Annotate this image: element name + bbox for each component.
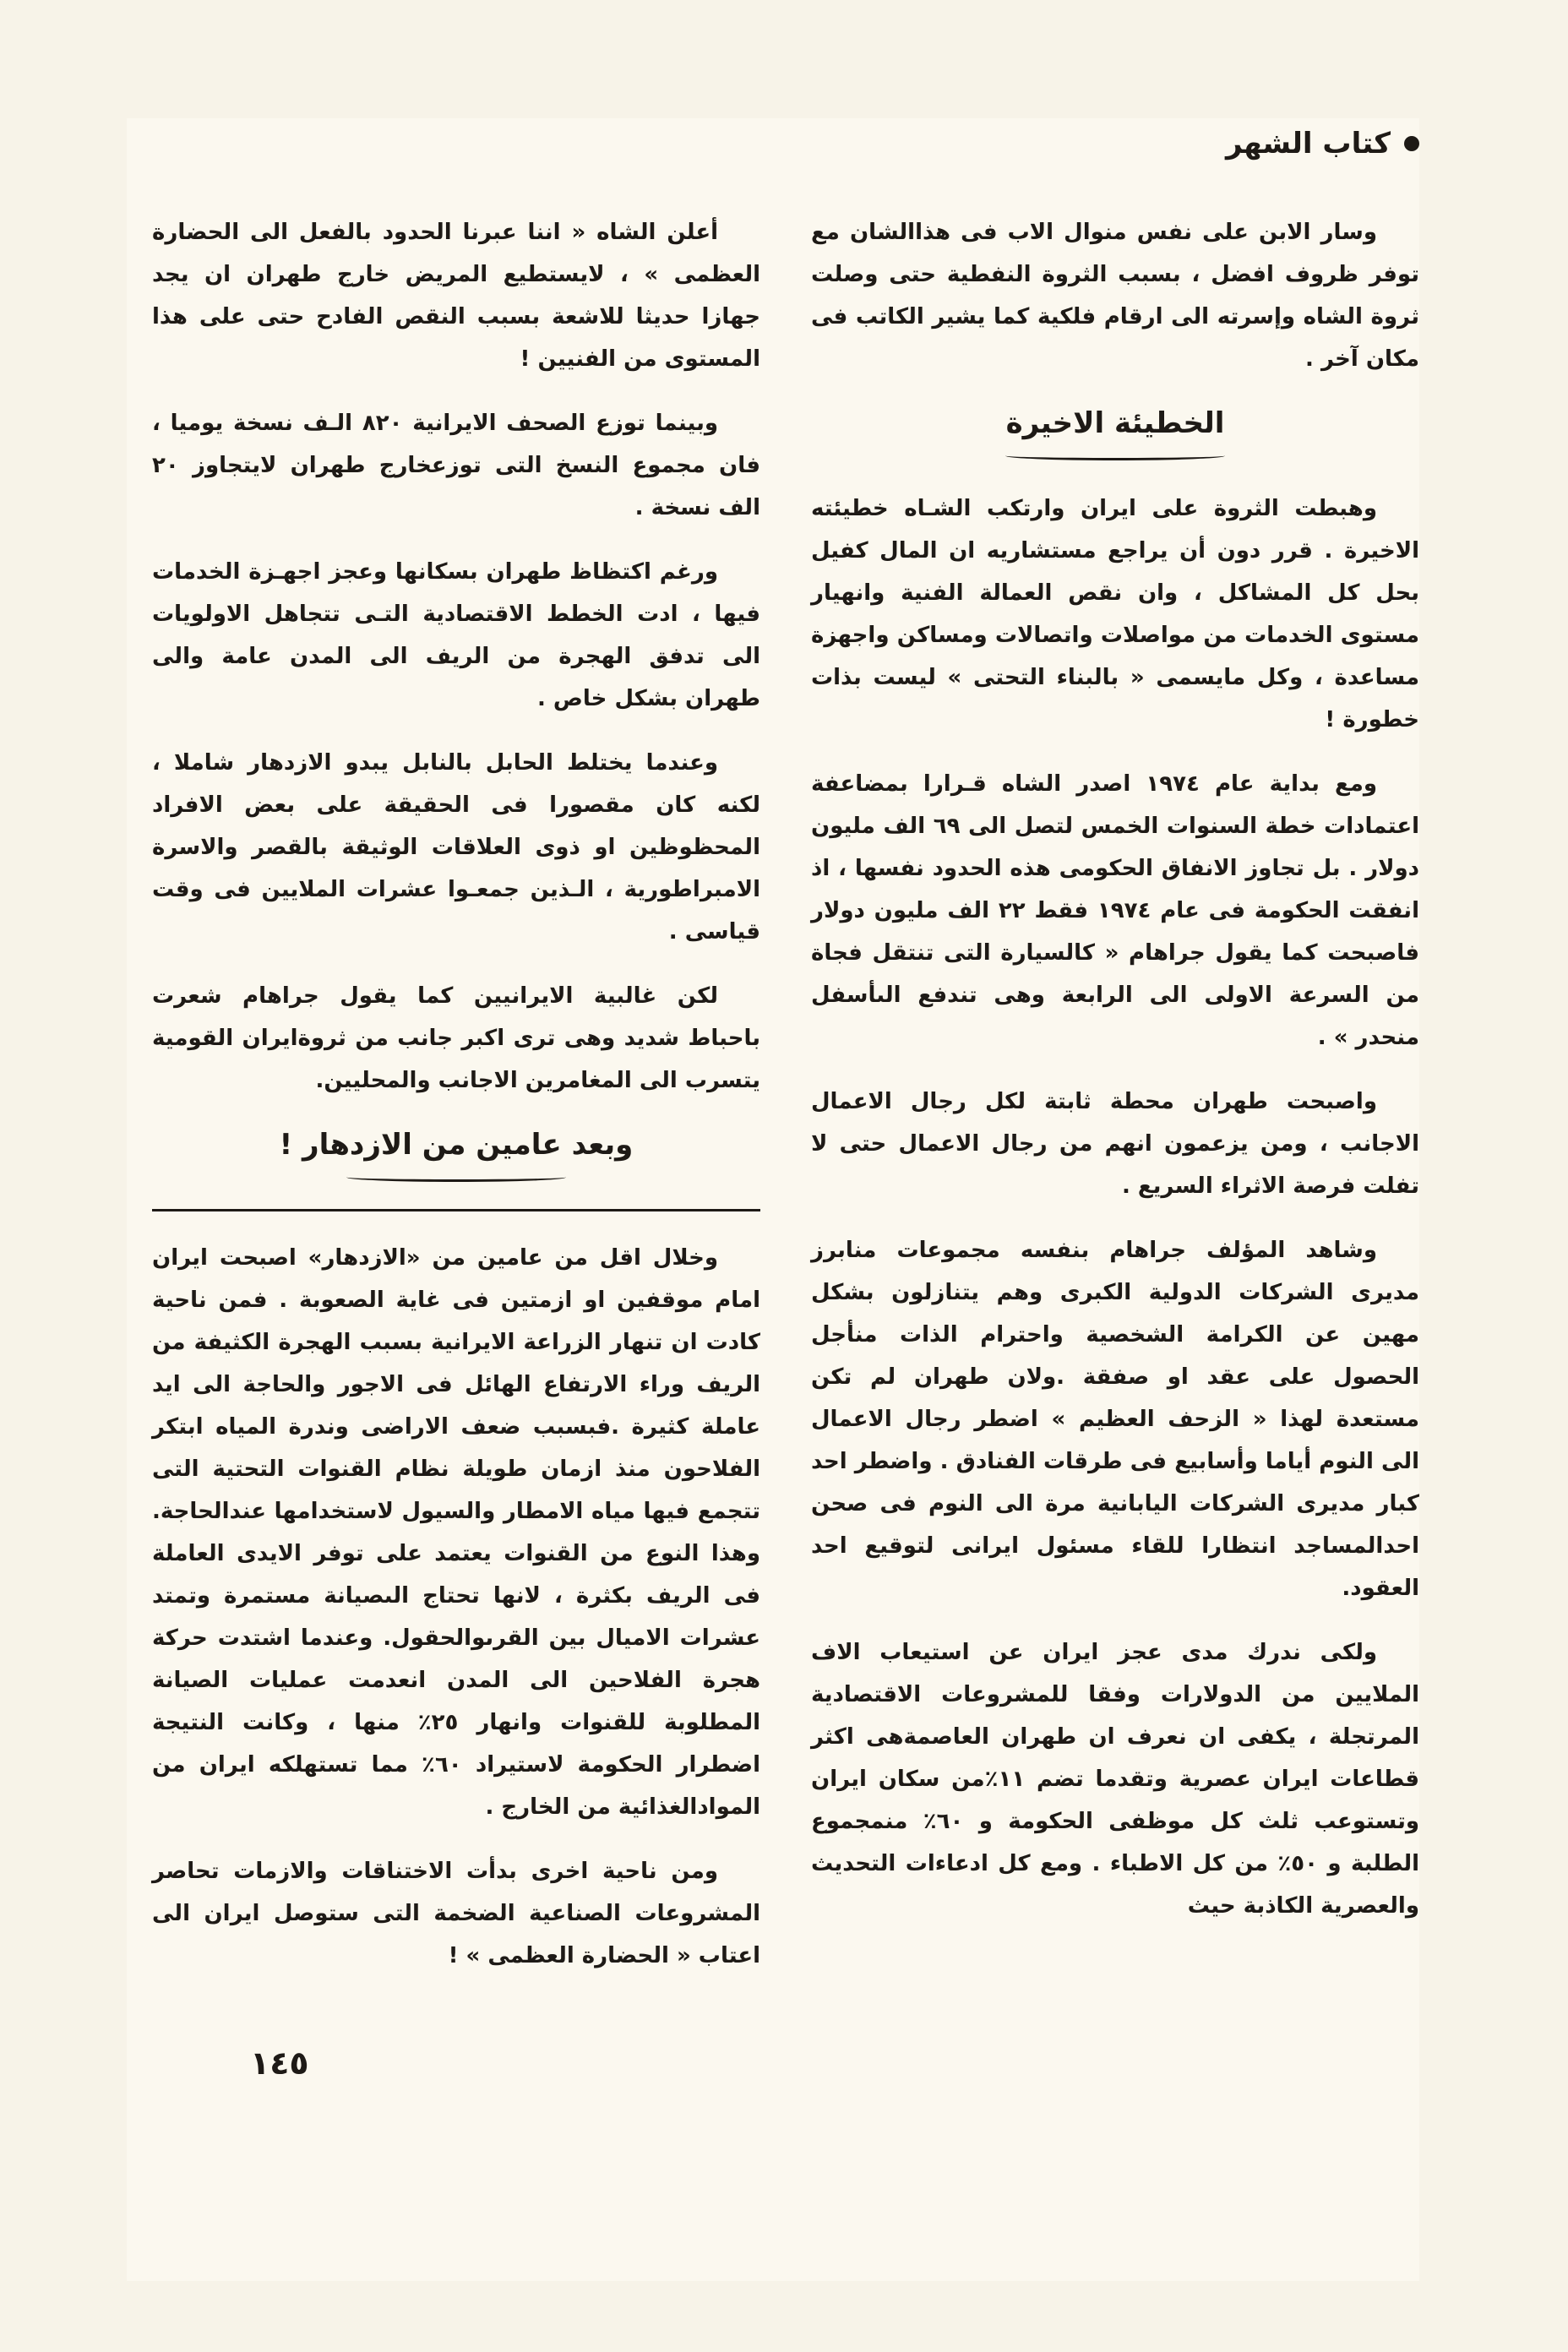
bullet-icon [1404,136,1419,151]
paragraph: لكن غالبية الايرانيين كما يقول جراهام شعرت باحباط شديد وهى ترى اكبر جانب من ثروةايران القومية يتسرب الى المغامرين الاجانب والمحليين. [152,983,760,1093]
paragraph: أعلن الشاه « اننا عبرنا الحدود بالفعل الى الحضارة العظمى » ، لايستطيع المريض خارج طهران ان يجد جهازا حديثا للاشعة بسبب النقص الفادح حتى على هذا المستوى من الفنيين ! [152,220,760,372]
section-header [127,127,1419,161]
left-column [152,211,760,1999]
paragraph: وشاهد المؤلف جراهام بنفسه مجموعات منابرز مديرى الشركات الدولية الكبرى وهم يتنازلون بشكل مهين عن الكرامة الشخصية واحترام الذات منأجل الحصول على عقد او صفقة .ولان طهران لم تكن مستعدة لهذا « الزحف العظيم » اضطر رجال الاعمال الى النوم أياما وأسابيع فى طرقات الفنادق . واضطر احد كبار مديرى الشركات اليابانية مرة الى النوم فى صحن احدالمساجد انتظارا للقاء مسئول ايرانى لتوقيع احد العقود. [811,1238,1419,1601]
heading-divider [152,1209,760,1211]
section-heading: الخطيئة الاخيرة [811,402,1419,460]
paragraph: وسار الابن على نفس منوال الاب فى هذاالشان مع توفر ظروف افضل ، بسبب الثروة النفطية حتى وصلت ثروة الشاه وإسرته الى ارقام فلكية كما يشير الكاتب فى مكان آخر . [811,220,1419,372]
paragraph: ورغم اكتظاظ طهران بسكانها وعجز اجهـزة الخدمات فيها ، ادت الخطط الاقتصادية التـى تتجاهل الاولويات الى تدفق الهجرة من الريف الى المدن عامة والى طهران بشكل خاص . [152,559,760,711]
paragraph: وخلال اقل من عامين من «الازدهار» اصبحت ايران امام موقفين او ازمتين فى غاية الصعوبة . فمن ناحية كادت ان تنهار الزراعة الايرانية بسبب الهجرة الكثيفة من الريف وراء الارتفاع الهائل فى الاجور والحاجة الى ايد عاملة كثيرة .فبسبب ضعف الاراضى وندرة المياه ابتكر الفلاحون منذ ازمان طويلة نظام القنوات التحتية التى تتجمع فيها مياه الامطار والسيول لاستخدامها عندالحاجة. وهذا النوع من القنوات يعتمد على توفر الايدى العاملة فى الريف بكثرة ، لانها تحتاج الىصيانة مستمرة وتمتد عشرات الاميال بين القرىوالحقول. وعندما اشتدت حركة هجرة الفلاحين الى المدن انعدمت عمليات الصيانة المطلوبة للقنوات وانهار ٢٥٪ منها ، وكانت النتيجة اضطرار الحكومة لاستيراد ٦٠٪ مما تستهلكه ايران من الموادالغذائية من الخارج . [152,1245,761,1820]
section-heading: وبعد عامين من الازدهار ! [152,1124,760,1182]
right-column [811,211,1419,1949]
paragraph: واصبحت طهران محطة ثابتة لكل رجال الاعمال الاجانب ، ومن يزعمون انهم من رجال الاعمال حتى لا تفلت فرصة الاثراء السريع . [811,1089,1419,1199]
paragraph: ولكى ندرك مدى عجز ايران عن استيعاب الاف الملايين من الدولارات وفقا للمشروعات الاقتصادية المرتجلة ، يكفى ان نعرف ان طهران العاصمةهى اكثر قطاعات ايران عصرية وتقدما تضم ١١٪من سكان ايران وتستوعب ثلث كل موظفى الحكومة و ٦٠٪ منمجموع الطلبة و ٥٠٪ من كل الاطباء . ومع كل ادعاءات التحديث والعصرية الكاذبة حيث [811,1640,1420,1919]
paragraph: وعندما يختلط الحابل بالنابل يبدو الازدهار شاملا ، لكنه كان مقصورا فى الحقيقة على بعض الافراد المحظوظين او ذوى العلاقات الوثيقة بالقصر والاسرة الامبراطورية ، الـذين جمعـوا عشرات الملايين فى وقت قياسى . [152,750,760,945]
paragraph: وهبطت الثروة على ايران وارتكب الشـاه خطيئته الاخيرة . قرر دون أن يراجع مستشاريه ان المال كفيل بحل كل المشاكل ، وان نقص العمالة الفنية وانهيار مستوى الخدمات من مواصلات واتصالات ومساكن واجهزة مساعدة ، وكل مايسمى « بالبناء التحتى » ليست بذات خطورة ! [811,496,1419,732]
paragraph: ومع بداية عام ١٩٧٤ اصدر الشاه قـرارا بمضاعفة اعتمادات خطة السنوات الخمس لتصل الى ٦٩ الف مليون دولار . بل تجاوز الانفاق الحكومى هذه الحدود نفسها ، اذ انفقت الحكومة فى عام ١٩٧٤ فقط ٢٢ الف مليون دولار فاصبحت كما يقول جراهام « كالسيارة التى تنتقل فجاة من السرعة الاولى الى الرابعة وهى تندفع الىأسفل منحدر » . [811,771,1419,1050]
section-title: كتاب الشهر [1225,127,1391,161]
paragraph: ومن ناحية اخرى بدأت الاختناقات والازمات تحاصر المشروعات الصناعية الضخمة التى ستوصل ايران الى اعتاب « الحضارة العظمى » ! [152,1859,760,1968]
page-number: ١٤٥ [250,2044,309,2082]
paragraph: وبينما توزع الصحف الايرانية ٨٢٠ الـف نسخة يوميا ، فان مجموع النسخ التى توزعخارج طهران لايتجاوز ٢٠ الف نسخة . [152,411,760,520]
